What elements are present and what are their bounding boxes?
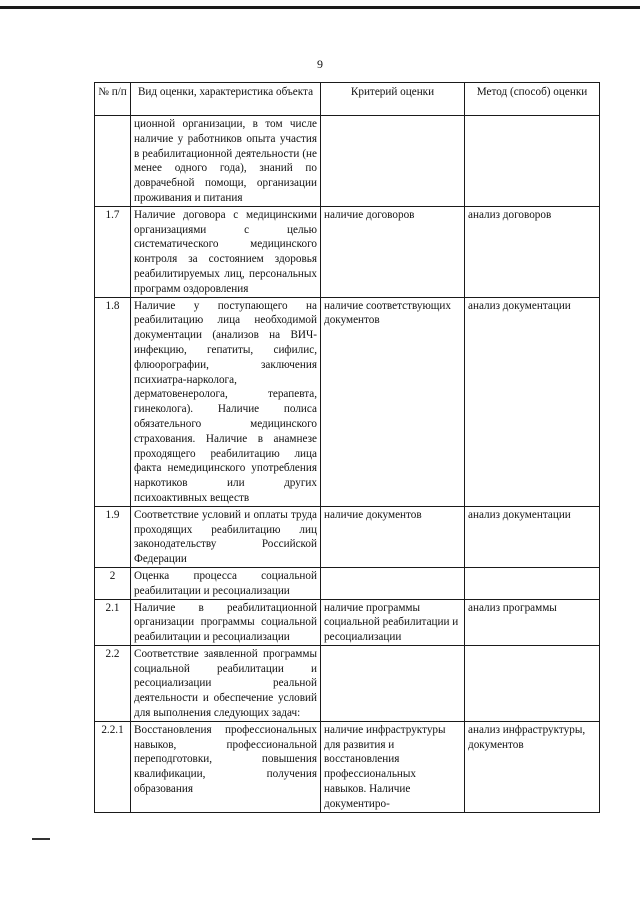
row-num: 2.2.1 [95,721,131,812]
row-object: Наличие у поступающего на реабилитацию лица необходимой документации (анализов на ВИЧ-инфекцию, гепатиты, сифилис, флюорографии, заключения психиатра-нарколога, дерматовенеролога, терапевта, гинеколога). Наличие полиса обязательного медицинского страхования. Наличие в анамнезе проходящего реабилитацию лица факта немедицинского употребления наркотиков или других психоактивных веществ [131,297,321,506]
table-row [95,297,600,506]
row-method: анализ инфраструктуры, документов [465,721,600,812]
row-criterion [321,645,465,721]
table-row [95,599,600,645]
row-criterion: наличие инфраструктуры для развития и восстановления профессиональных навыков. Наличие документиро- [321,721,465,812]
row-object: ционной организации, в том числе наличие у работников опыта участия в реабилитационной деятельности (не менее одного года), знаний по доврачебной помощи, организации проживания и питания [131,116,321,207]
row-criterion: наличие программы социальной реабилитации и ресоциализации [321,599,465,645]
row-method: анализ программы [465,599,600,645]
row-method [465,116,600,207]
row-method [465,567,600,599]
row-criterion: наличие договоров [321,206,465,297]
row-object: Соответствие заявленной программы социальной реабилитации и ресоциализации реальной деятельности и обеспечение условий для выполнения следующих задач: [131,645,321,721]
table-row [95,506,600,567]
row-num: 2.1 [95,599,131,645]
table-row [95,567,600,599]
row-criterion [321,116,465,207]
header-criterion: Критерий оценки [321,83,465,116]
table-row [95,116,600,207]
row-method: анализ документации [465,297,600,506]
row-criterion: наличие соответствующих документов [321,297,465,506]
row-method [465,645,600,721]
header-object: Вид оценки, характеристика объекта [131,83,321,116]
assessment-table [94,82,600,813]
row-num: 1.8 [95,297,131,506]
header-num: № п/п [95,83,131,116]
row-num: 1.9 [95,506,131,567]
table-row [95,721,600,812]
row-object: Оценка процесса социальной реабилитации и ресоциализации [131,567,321,599]
scan-edge-bar [0,6,640,9]
row-method: анализ договоров [465,206,600,297]
row-criterion [321,567,465,599]
row-object: Наличие в реабилитационной организации программы социальной реабилитации и ресоциализации [131,599,321,645]
row-object: Восстановления профессиональных навыков, профессиональной переподготовки, повышения квалификации, получения образования [131,721,321,812]
header-method: Метод (способ) оценки [465,83,600,116]
row-num [95,116,131,207]
row-criterion: наличие документов [321,506,465,567]
table-row [95,645,600,721]
table-row [95,206,600,297]
row-object: Наличие договора с медицинскими организациями с целью систематического медицинского контроля за состоянием здоровья реабилитируемых лиц, персональных программ оздоровления [131,206,321,297]
page-number: 9 [317,57,323,71]
row-num: 2.2 [95,645,131,721]
row-num: 1.7 [95,206,131,297]
margin-mark [32,838,50,840]
row-num: 2 [95,567,131,599]
table-header-row [95,83,600,116]
row-method: анализ документации [465,506,600,567]
row-object: Соответствие условий и оплаты труда проходящих реабилитацию лиц законодательству Российской Федерации [131,506,321,567]
